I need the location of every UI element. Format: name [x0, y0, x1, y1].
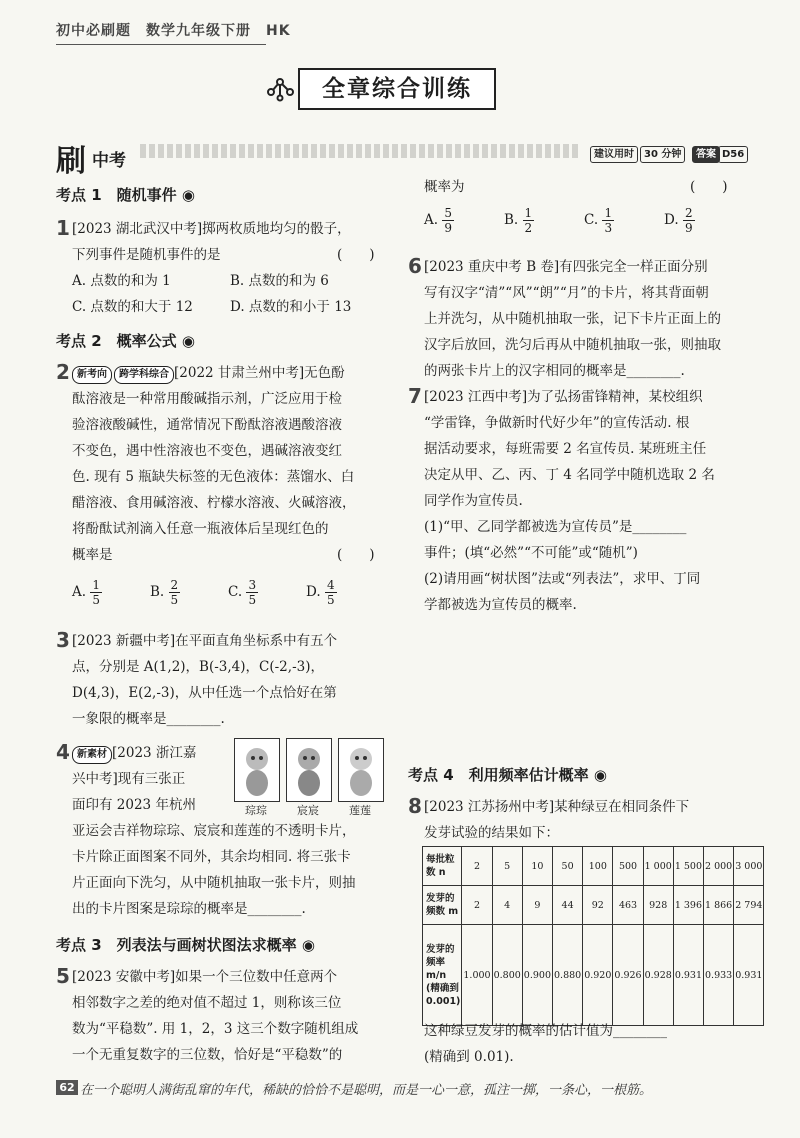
table-row: 发芽的频数 m 2 4 9 44 92 463 928 1 396 1 866 2 794 [423, 886, 764, 925]
section-heading-1: 考点 1 随机事件 ◉ [56, 186, 195, 204]
row-head: 发芽的频数 m [423, 886, 462, 925]
answer-code-chip: D56 [718, 146, 748, 163]
band-label: 中考 [92, 151, 126, 171]
question-5-stem: [2023 安徽中考]如果一个三位数中任意两个 相邻数字之差的绝对值不超过 1，则称该三位 数为“平稳数”. 用 1，2，3 这三个数字随机组成 一个无重复数字的三位数，恰好是“平稳数”的 [72, 969, 359, 1063]
question-2-stem: 新考向 跨学科综合 [2022 甘肃兰州中考]无色酚 酞溶液是一种常用酸碱指示剂，广泛应用于检 验溶液酸碱性，通常情况下酚酞溶液遇酸溶液 不变色，遇中性溶液也不变色，遇碱溶液变红 色. 现有 5 瓶缺失标签的无色液体：蒸馏水、白 醋溶液、食用碱溶液、柠檬水溶液、火碱溶液， 将酚酞试剂滴入任意一瓶液体后呈现红色的 概率是 ( ) [72, 365, 375, 563]
question-4-stem: 亚运会吉祥物琮琮、宸宸和莲莲的不透明卡片， 卡片除正面图案不同外，其余均相同. 将三张卡 片正面向下洗匀，从中随机抽取一张卡片，则抽 出的卡片图案是琮琮的概率是________. [72, 823, 356, 917]
question-3-stem: [2023 新疆中考]在平面直角坐标系中有五个 点，分别是 A(1,2)，B(-3,4)，C(-2,-3)， D(4,3)，E(2,-3)，从中任选一个点恰好在第 一象限的概率是________. [72, 633, 338, 727]
question-number: 7 [408, 384, 422, 408]
check-icon: ◉ [181, 332, 195, 350]
question-7-stem: [2023 江西中考]为了弘扬雷锋精神，某校组织 “学雷锋，争做新时代好少年”的宣传活动. 根 据活动要求，每班需要 2 名宣传员. 某班班主任 决定从甲、乙、丙、丁 4 名同学中随机选取 2 名 同学作为宣传员. (1)“甲、乙同学都被选为宣传员”是________ 事件；(填“必然”“不可能”或“随机”) (2)请用画“树状图”法或“列表法”，求甲、丁同 学都被选为宣传员的概率. [424, 389, 715, 613]
question-2-options: A. $\frac{1}{5}$ B. $\frac{2}{5}$ C. $\frac{3}{5}$ D. $\frac{4}{5}$ [72, 578, 335, 607]
table-row: 每批粒数 n 2 5 10 50 100 500 1 000 1 500 2 000 3 000 [423, 847, 764, 886]
time-label-chip: 建议用时 [590, 146, 638, 163]
book-name: 数学九年级下册 [146, 23, 251, 39]
page-number: 62 [56, 1080, 78, 1095]
row-head: 发芽的频率 m/n (精确到 0.001) [423, 925, 462, 1026]
question-8-answer-line: 这种绿豆发芽的概率的估计值为________ (精确到 0.01). [424, 1023, 667, 1065]
card-label: 琮琮 [245, 804, 267, 817]
table-row: 发芽的频率 m/n (精确到 0.001) 1.000 0.800 0.900 0.880 0.920 0.926 0.928 0.931 0.933 0.931 [423, 925, 764, 1026]
molecule-icon [265, 72, 295, 102]
question-number: 3 [56, 628, 70, 652]
header-rule [56, 44, 266, 45]
check-icon: ◉ [181, 186, 195, 204]
footer-motto: 在一个聪明人满街乱窜的年代，稀缺的恰恰不是聪明，而是一心一意，孤注一掷，一条心，一根筋。 [80, 1083, 653, 1098]
running-header [56, 20, 291, 40]
question-number: 5 [56, 964, 70, 988]
section-heading-3: 考点 3 列表法与画树状图法求概率 ◉ [56, 936, 315, 954]
time-value-chip: 30 分钟 [640, 146, 685, 163]
new-material-tag: 新素材 [72, 746, 112, 764]
section-heading-4: 考点 4 利用频率估计概率 ◉ [408, 766, 607, 784]
question-number: 4 [56, 740, 70, 764]
question-5-continued: 概率为 ( ) [424, 179, 728, 195]
question-5-options: A. $\frac{5}{9}$ B. $\frac{1}{2}$ C. $\frac{1}{3}$ D. $\frac{2}{9}$ [424, 206, 693, 235]
decorative-band [140, 144, 580, 158]
mascot-card-1 [234, 738, 280, 802]
question-number: 1 [56, 216, 70, 240]
check-icon: ◉ [593, 766, 607, 784]
section-heading-2: 考点 2 概率公式 ◉ [56, 332, 195, 350]
card-label: 莲莲 [349, 804, 371, 817]
question-number: 6 [408, 254, 422, 278]
question-8-stem: [2023 江苏扬州中考]某种绿豆在相同条件下 发芽试验的结果如下： [424, 799, 690, 841]
cross-subject-tag: 跨学科综合 [114, 366, 174, 384]
check-icon: ◉ [301, 936, 315, 954]
series-name: 初中必刷题 [56, 23, 131, 39]
mascot-card-2 [286, 738, 332, 802]
question-number: 8 [408, 794, 422, 818]
card-label: 宸宸 [297, 804, 319, 817]
question-number: 2 [56, 360, 70, 384]
edition-label: HK [266, 23, 291, 39]
row-head: 每批粒数 n [423, 847, 462, 886]
new-direction-tag: 新考向 [72, 366, 112, 384]
question-6-stem: [2023 重庆中考 B 卷]有四张完全一样正面分别 写有汉字“清”“风”“朗”“月”的卡片，将其背面朝 上并洗匀，从中随机抽取一张，记下卡片正面上的 汉字后放回，洗匀后再从中随机抽取一张，则抽取 的两张卡片上的汉字相同的概率是________. [424, 259, 721, 379]
chapter-title: 全章综合训练 [298, 68, 496, 110]
germination-table [422, 846, 764, 1026]
answer-label-chip: 答案 [692, 146, 720, 163]
shua-mark: 刷 [56, 144, 86, 179]
question-1-stem: [2023 湖北武汉中考]掷两枚质地均匀的骰子， 下列事件是随机事件的是 ( ) [72, 221, 375, 263]
mascot-card-3 [338, 738, 384, 802]
question-4-stem-short: 新素材 [2023 浙江嘉 兴中考]现有三张正 面印有 2023 年杭州 [72, 745, 197, 813]
question-1-options: A. 点数的和为 1 B. 点数的和为 6 C. 点数的和大于 12 D. 点数的和小于 13 [72, 273, 352, 315]
